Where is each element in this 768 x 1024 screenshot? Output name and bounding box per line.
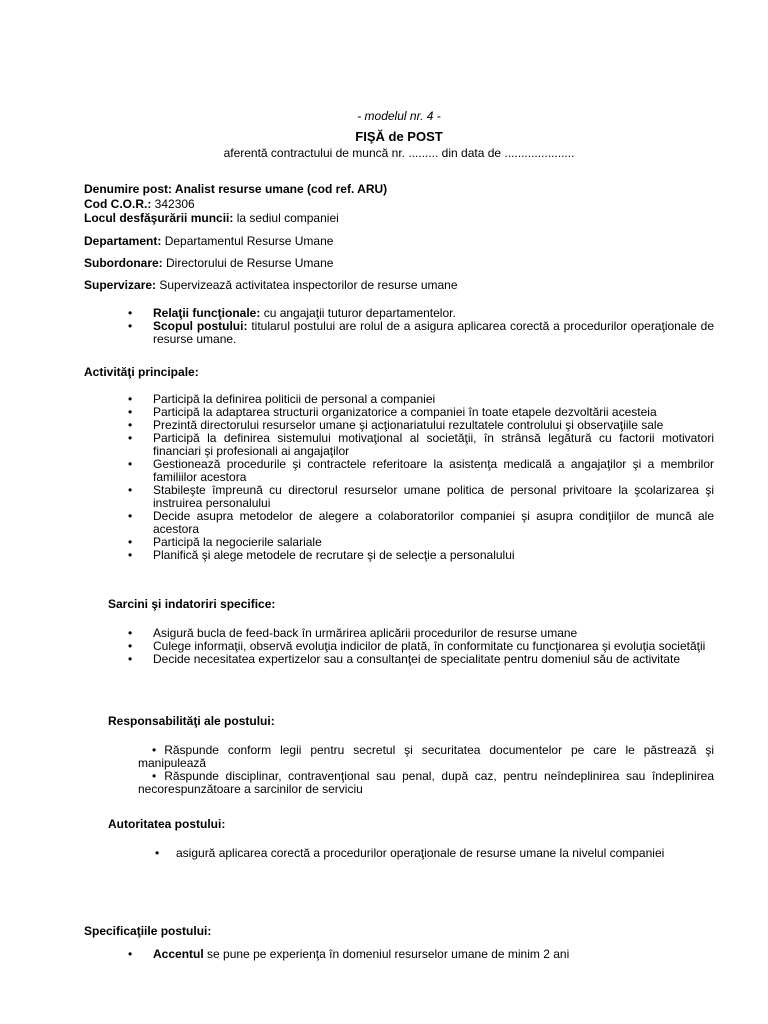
job-specifications-heading: Specificaţiile postului: (84, 924, 212, 938)
list-item: • Prezintă directorului resurselor umane şi acţionariatului rezultatele controlului şi observaţiile sale (153, 419, 714, 432)
specific-tasks-heading: Sarcini şi indatoriri specifice: (108, 597, 276, 611)
list-item: • Decide necesitatea expertizelor sau a consultanţei de specialitate pentru domeniul său de activitate (153, 653, 714, 666)
department-value: Departamentul Resurse Umane (164, 234, 334, 248)
list-item: • Culege informaţii, observă evoluţia indicilor de plată, în conformitate cu funcţionarea şi evoluţia societăţii (153, 640, 714, 653)
subordination-label: Subordonare: (84, 256, 163, 270)
subordination-line (84, 257, 714, 270)
list-item: • Participă la definirea politicii de personal a companiei (153, 393, 714, 406)
list-item: • Stabileşte împreună cu directorul resurselor umane politica de personal privitoare la şcolarizarea şi instruirea personalului (153, 484, 714, 510)
list-item: • Răspunde disciplinar, contravenţional sau penal, după caz, pentru neîndeplinirea sau îndeplinirea necorespunzătoare a sarcinilor de serviciu (138, 769, 714, 796)
list-item: • Participă la adaptarea structurii organizatorice a companiei în toate etapele dezvoltării acesteia (153, 406, 714, 419)
model-number: - modelul nr. 4 - (357, 109, 441, 123)
bullet-icon: • (155, 846, 160, 860)
relations-label: Relaţii funcţionale: (153, 306, 261, 320)
work-location-value: la sediul companiei (236, 211, 339, 225)
cor-code-line (84, 198, 714, 211)
bullet-icon: • (152, 769, 157, 783)
department-line (84, 235, 714, 248)
subordination-value: Directorului de Resurse Umane (166, 256, 334, 270)
bullet-icon: • (152, 743, 157, 757)
supervision-value: Supervizează activitatea inspectorilor de resurse umane (159, 278, 458, 292)
document-title: FIŞĂ de POST (355, 129, 443, 144)
main-activities-list (153, 393, 714, 562)
job-title: Denumire post: Analist resurse umane (cod ref. ARU) (84, 182, 388, 196)
job-purpose-label: Scopul postului: (153, 319, 248, 333)
list-item: • Asigură bucla de feed-back în urmărirea aplicării procedurilor de resurse umane (153, 627, 714, 640)
cor-code-label: Cod C.O.R.: (84, 197, 152, 211)
department-label: Departament: (84, 234, 162, 248)
document-subtitle: aferentă contractului de muncă nr. ......... din data de ..................... (223, 146, 575, 160)
list-item: • Decide asupra metodelor de alegere a colaboratorilor companiei şi asupra condiţiilor de muncă ale acestora (153, 510, 714, 536)
specification-label: Accentul (153, 947, 204, 961)
main-activities-heading: Activităţi principale: (84, 365, 199, 379)
relations-value: cu angajaţii tuturor departamentelor. (263, 306, 456, 320)
list-item (153, 320, 714, 346)
cor-code-value: 342306 (154, 197, 195, 211)
supervision-label: Supervizare: (84, 278, 157, 292)
authority-heading: Autoritatea postului: (108, 817, 226, 831)
specification-value: se pune pe experienţa în domeniul resurselor umane de minim 2 ani (207, 947, 570, 961)
job-purpose-value: titularul postului are rolul de a asigura aplicarea corectă a procedurilor operaţionale de resurse umane. (153, 319, 715, 346)
responsibilities-heading: Responsabilităţi ale postului: (108, 714, 275, 728)
list-item: • Planifică şi alege metodele de recrutare şi de selecţie a personalului (153, 549, 714, 562)
responsibilities-list (138, 744, 714, 796)
list-item: • Gestionează procedurile şi contractele referitoare la asistenţa medicală a angajaţilor şi a membrilor familiilor acestora (153, 458, 714, 484)
authority-item: asigură aplicarea corectă a procedurilor operaţionale de resurse umane la nivelul companiei (176, 846, 665, 860)
supervision-line (84, 279, 714, 292)
relations-list (153, 307, 714, 346)
work-location-line (84, 212, 714, 225)
work-location-label: Locul desfăşurării muncii: (84, 211, 234, 225)
list-item: • Participă la negocierile salariale (153, 536, 714, 549)
list-item: • Participă la definirea sistemului motivaţional al societăţii, în strânsă legătură cu factorii motivatori financiari şi profesionali ai angajaţilor (153, 432, 714, 458)
list-item: • Răspunde conform legii pentru secretul şi securitatea documentelor pe care le păstrează şi manipulează (138, 743, 714, 770)
specific-tasks-list (153, 627, 714, 666)
list-item (153, 948, 714, 961)
job-specifications-list (153, 948, 714, 961)
